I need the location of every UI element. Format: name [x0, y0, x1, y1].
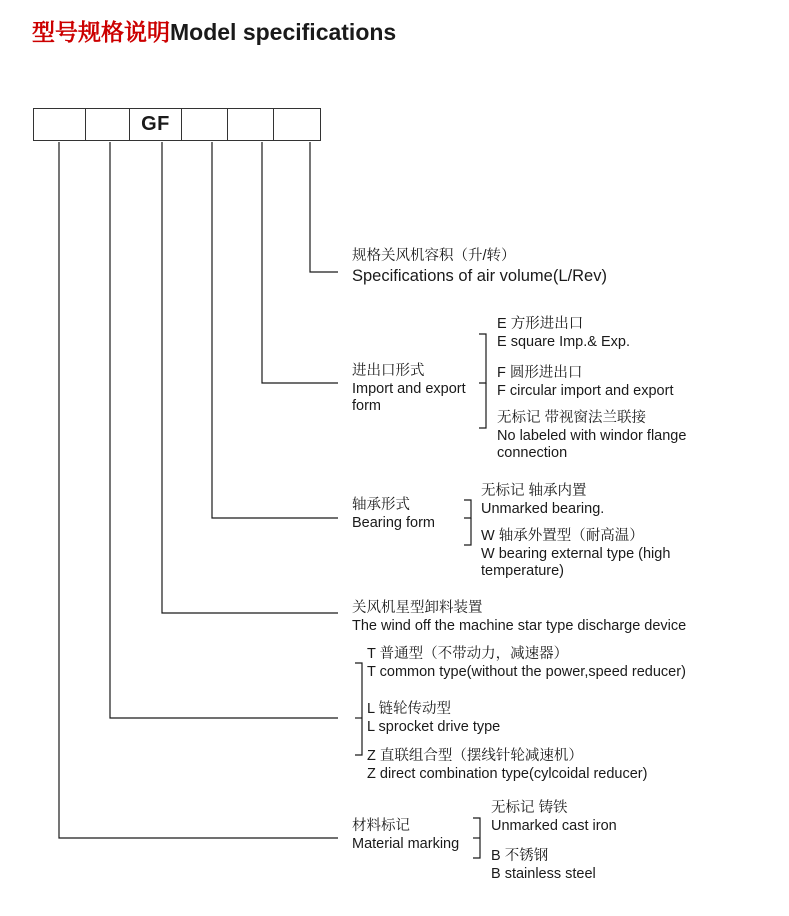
page-title-en: Model specifications — [170, 19, 397, 45]
callout-import-export-cn: 进出口形式 — [352, 363, 425, 379]
callout-star-discharge-cn: 关风机星型卸料装置 — [352, 600, 483, 616]
callout-star-discharge-en: The wind off the machine star type discharge device — [352, 617, 687, 634]
option-bearing-unmarked — [481, 483, 604, 518]
option-import-export-unmarked — [497, 410, 729, 463]
option-import-export-unmarked-cn: 无标记 带视窗法兰联接 — [497, 410, 647, 426]
option-bearing-unmarked-en: Unmarked bearing. — [481, 500, 605, 517]
option-material-cast-iron — [491, 800, 617, 835]
option-drive-common-en: T common type(without the power,speed reducer) — [367, 663, 686, 680]
option-bearing-external-cn: W 轴承外置型（耐高温） — [481, 528, 644, 544]
option-material-cast-iron-cn: 无标记 铸铁 — [491, 800, 568, 816]
code-box-3: GF — [130, 109, 182, 140]
option-material-cast-iron-en: Unmarked cast iron — [491, 817, 617, 834]
option-material-stainless-cn: B 不锈钢 — [491, 848, 549, 864]
callout-air-volume-en: Specifications of air volume(L/Rev) — [352, 266, 607, 285]
option-import-export-unmarked-en: No labeled with windor flange connection — [497, 427, 687, 462]
option-import-export-e — [497, 316, 630, 351]
page-title-cn: 型号规格说明 — [32, 19, 170, 45]
callout-bearing-form-en: Bearing form — [352, 514, 436, 531]
option-drive-sprocket-cn: L 链轮传动型 — [367, 701, 452, 717]
option-drive-direct — [367, 748, 647, 783]
option-material-stainless — [491, 848, 596, 883]
callout-import-export — [352, 363, 472, 416]
code-box-2 — [86, 109, 130, 140]
code-box-5 — [228, 109, 274, 140]
callout-air-volume-cn: 规格关风机容积（升/转） — [352, 248, 516, 264]
callout-star-discharge — [352, 600, 686, 635]
option-import-export-f-en: F circular import and export — [497, 382, 674, 399]
option-drive-common — [367, 646, 686, 681]
page-title — [32, 14, 396, 47]
code-box-6 — [274, 109, 320, 140]
option-drive-direct-cn: Z 直联组合型（摆线针轮减速机） — [367, 748, 583, 764]
option-bearing-unmarked-cn: 无标记 轴承内置 — [481, 483, 587, 499]
option-drive-common-cn: T 普通型（不带动力，减速器） — [367, 646, 569, 662]
callout-bearing-form — [352, 497, 435, 532]
option-drive-sprocket-en: L sprocket drive type — [367, 718, 501, 735]
option-drive-sprocket — [367, 701, 500, 736]
callout-material-marking-en: Material marking — [352, 835, 460, 852]
option-material-stainless-en: B stainless steel — [491, 865, 596, 882]
option-bearing-external-en: W bearing external type (high temperature) — [481, 545, 671, 580]
callout-material-marking — [352, 818, 459, 853]
option-bearing-external — [481, 528, 671, 581]
callout-material-marking-cn: 材料标记 — [352, 818, 410, 834]
option-drive-direct-en: Z direct combination type(cylcoidal reducer) — [367, 765, 648, 782]
option-import-export-f — [497, 365, 673, 400]
callout-import-export-en: Import and export form — [352, 380, 466, 415]
option-import-export-e-en: E square Imp.& Exp. — [497, 333, 630, 350]
option-import-export-f-cn: F 圆形进出口 — [497, 365, 583, 381]
code-box-4 — [182, 109, 228, 140]
callout-air-volume — [352, 248, 607, 286]
model-code-boxes — [33, 108, 321, 141]
option-import-export-e-cn: E 方形进出口 — [497, 316, 584, 332]
callout-bearing-form-cn: 轴承形式 — [352, 497, 410, 513]
code-box-1 — [34, 109, 86, 140]
